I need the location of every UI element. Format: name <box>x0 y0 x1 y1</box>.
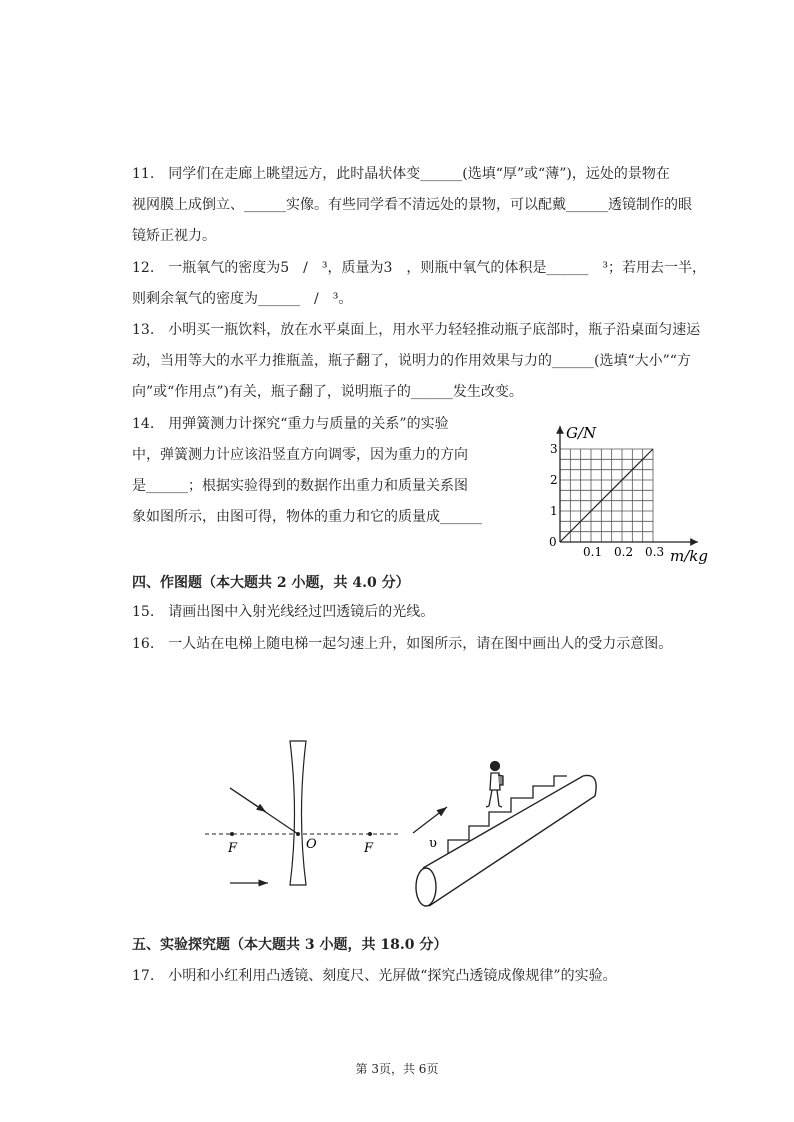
optical-center-dot <box>296 832 300 836</box>
y-tick-1: 1 <box>550 504 558 518</box>
q15-text: 15. 请画出图中入射光线经过凹透镜后的光线。 <box>132 604 435 620</box>
g-m-graph <box>530 418 720 570</box>
escalator-body <box>423 775 596 906</box>
q14-line-3: 是______；根据实验得到的数据作出重力和质量关系图 <box>132 478 468 494</box>
q14-line-4: 象如图所示，由图可得，物体的重力和它的质量成______ <box>132 509 482 525</box>
data-series-line <box>560 449 653 542</box>
x-axis-label: m/kg <box>670 547 708 565</box>
q12-line-1: 12. 一瓶氧气的密度为5 / ³，质量为3 ，则瓶中氧气的体积是______ ³；若用去一半， <box>132 260 707 276</box>
page-footer: 第 3页，共 6页 <box>355 1062 439 1076</box>
escalator-end-ellipse <box>416 868 436 906</box>
x-tick-2: 0.2 <box>614 545 634 559</box>
person-figure <box>486 762 503 808</box>
q13-line-3: 向”或“作用点”)有关，瓶子翻了，说明瓶子的______发生改变。 <box>132 384 523 400</box>
x-tick-3: 0.3 <box>645 545 665 559</box>
escalator-steps <box>448 776 567 854</box>
y-tick-3: 3 <box>550 442 558 456</box>
velocity-arrow <box>413 807 447 833</box>
q11-line-2: 视网膜上成倒立、______实像。有些同学看不清远处的景物，可以配戴______透镜制作的眼 <box>132 197 692 213</box>
y-tick-2: 2 <box>550 473 558 487</box>
incident-ray-oblique-arrow <box>230 788 266 812</box>
section-5-heading: 五、实验探究题（本大题共 3 小题，共 18.0 分） <box>132 937 448 953</box>
origin-label: 0 <box>549 535 557 549</box>
q16-text: 16. 一人站在电梯上随电梯一起匀速上升，如图所示，请在图中画出人的受力示意图。 <box>132 636 673 652</box>
focus-left-dot <box>230 832 234 836</box>
focus-left-label: F <box>228 841 238 856</box>
optical-center-label: O <box>306 837 317 852</box>
q11-line-1: 11. 同学们在走廊上眺望远方，此时晶状体变______(选填“厚”或“薄”)，远处的景物在 <box>132 166 670 182</box>
escalator-figure <box>405 730 605 920</box>
q12-line-2: 则剩余氧气的密度为______ / ³。 <box>132 291 353 307</box>
q14-line-2: 中，弹簧测力计应该沿竖直方向调零，因为重力的方向 <box>132 447 468 463</box>
focus-right-label: F <box>364 841 374 856</box>
section-4-heading: 四、作图题（本大题共 2 小题，共 4.0 分） <box>132 575 410 591</box>
q13-line-1: 13. 小明买一瓶饮料，放在水平桌面上，用水平力轻轻推动瓶子底部时，瓶子沿桌面匀速运 <box>132 322 701 338</box>
q11-line-3: 镜矫正视力。 <box>132 228 216 244</box>
q17-text: 17. 小明和小红利用凸透镜、刻度尺、光屏做“探究凸透镜成像规律”的实验。 <box>132 968 617 984</box>
concave-lens-figure <box>200 735 400 900</box>
velocity-label: υ <box>429 836 437 851</box>
q14-line-1: 14. 用弹簧测力计探究“重力与质量的关系”的实验 <box>132 416 449 432</box>
y-axis-label: G/N <box>566 424 597 442</box>
q13-line-2: 动，当用等大的水平力推瓶盖，瓶子翻了，说明力的作用效果与力的______(选填“大小”“方 <box>132 353 691 369</box>
focus-right-dot <box>368 832 372 836</box>
concave-lens <box>290 741 306 885</box>
x-tick-1: 0.1 <box>583 545 603 559</box>
